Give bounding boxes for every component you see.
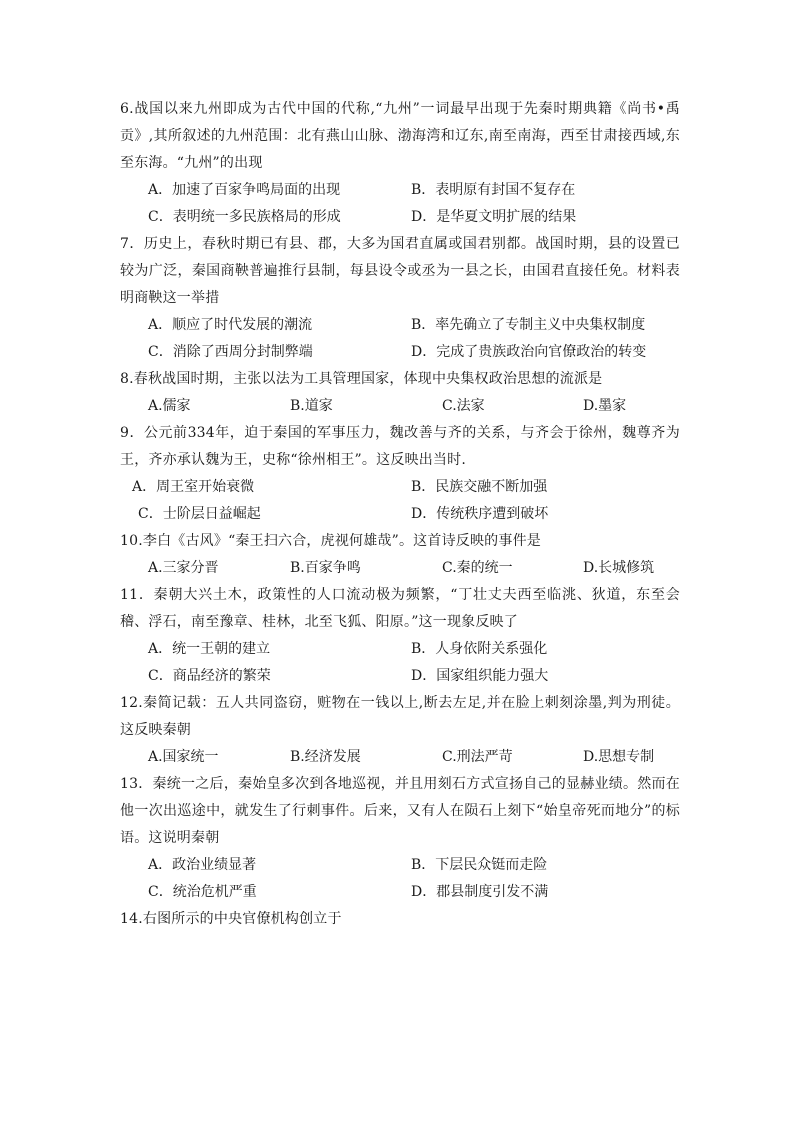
question-stem: 9．公元前334年，迫于秦国的军事压力，魏改善与齐的关系，与齐会于徐州，魏尊齐为王，齐亦承认魏为王，史称“徐州相王”。这反映出当时. <box>120 425 680 468</box>
option-a: A.国家统一 <box>148 749 219 765</box>
option-b: B.道家 <box>290 398 333 414</box>
option-d: D．传统秩序遭到破坏 <box>411 506 549 522</box>
question-stem: 13．秦统一之后，秦始皇多次到各地巡视，并且用刻石方式宣扬自己的显赫业绩。然而在他一次出巡途中，就发生了行刺事件。后来，又有人在陨石上刻下“始皇帝死而地分”的标语。这说明秦朝 <box>120 776 680 846</box>
option-d: D．国家组织能力强大 <box>411 668 549 684</box>
option-d: D.思想专制 <box>583 749 655 765</box>
option-c: C．表明统一多民族格局的形成 <box>148 209 341 225</box>
options-row <box>120 177 680 204</box>
option-c: C.秦的统一 <box>442 560 513 576</box>
options-row <box>120 852 680 879</box>
question-9 <box>120 420 680 528</box>
option-c: C．消除了西周分封制弊端 <box>148 344 313 360</box>
option-a: A．顺应了时代发展的潮流 <box>148 317 313 333</box>
options-row <box>120 744 680 771</box>
option-a: A．统一王朝的建立 <box>148 641 271 657</box>
question-13 <box>120 771 680 906</box>
options-row <box>120 204 680 231</box>
options-row <box>120 663 680 690</box>
options-row <box>120 555 680 582</box>
question-10 <box>120 528 680 582</box>
option-a: A.儒家 <box>148 398 191 414</box>
exam-page <box>120 96 680 933</box>
question-stem: 7．历史上，春秋时期已有县、郡，大多为国君直属或国君别都。战国时期，县的设置已较为广泛，秦国商鞅普遍推行县制，每县设令或丞为一县之长，由国君直接任免。材料表明商鞅这一举措 <box>120 236 680 306</box>
options-row <box>120 312 680 339</box>
question-7 <box>120 231 680 366</box>
option-b: B．人身依附关系强化 <box>411 641 548 657</box>
option-b: B.经济发展 <box>290 749 361 765</box>
question-6 <box>120 96 680 231</box>
options-row <box>120 474 680 501</box>
option-b: B.百家争鸣 <box>290 560 361 576</box>
question-8 <box>120 366 680 420</box>
options-row <box>120 501 680 528</box>
question-stem: 12.秦简记载：五人共同盗窃，赃物在一钱以上,断去左足,并在脸上刺刻涂墨,判为刑徒。这反映秦朝 <box>120 695 680 738</box>
option-a: A．周王室开始衰微 <box>132 479 255 495</box>
option-b: B．下层民众铤而走险 <box>411 857 548 873</box>
option-c: C．商品经济的繁荣 <box>148 668 271 684</box>
option-d: D．郡县制度引发不满 <box>411 884 549 900</box>
options-row <box>120 339 680 366</box>
question-11 <box>120 582 680 690</box>
options-row <box>120 636 680 663</box>
option-a: A．政治业绩显著 <box>148 857 257 873</box>
option-b: B．民族交融不断加强 <box>411 479 548 495</box>
option-d: D．完成了贵族政治向官僚政治的转变 <box>411 344 647 360</box>
option-c: C.刑法严苛 <box>442 749 513 765</box>
option-c: C．士阶层日益崛起 <box>138 506 261 522</box>
question-14 <box>120 906 680 933</box>
question-12 <box>120 690 680 771</box>
option-b: B．率先确立了专制主义中央集权制度 <box>411 317 646 333</box>
question-stem: 8.春秋战国时期，主张以法为工具管理国家，体现中央集权政治思想的流派是 <box>120 371 603 387</box>
option-d: D.长城修筑 <box>583 560 655 576</box>
option-a: A．加速了百家争鸣局面的出现 <box>148 182 341 198</box>
option-d: D.墨家 <box>583 398 627 414</box>
question-stem: 11．秦朝大兴土木，政策性的人口流动极为频繁，“丁壮丈夫西至临洮、狄道，东至会稽、浮石，南至豫章、桂林，北至飞狐、阳原。”这一现象反映了 <box>120 587 680 630</box>
question-stem: 14.右图所示的中央官僚机构创立于 <box>120 911 342 927</box>
option-b: B．表明原有封国不复存在 <box>411 182 576 198</box>
option-d: D．是华夏文明扩展的结果 <box>411 209 577 225</box>
question-stem: 10.李白《古风》“秦王扫六合，虎视何雄哉”。这首诗反映的事件是 <box>120 533 541 549</box>
option-c: C．统治危机严重 <box>148 884 257 900</box>
option-a: A.三家分晋 <box>148 560 219 576</box>
option-c: C.法家 <box>442 398 485 414</box>
question-stem: 6.战国以来九州即成为古代中国的代称,“九州”一词最早出现于先秦时期典籍《尚书•禹贡》,其所叙述的九州范围：北有燕山山脉、渤海湾和辽东,南至南海，西至甘肃接西域,东至东海。“九州”的出现 <box>120 101 680 171</box>
options-row <box>120 879 680 906</box>
options-row <box>120 393 680 420</box>
